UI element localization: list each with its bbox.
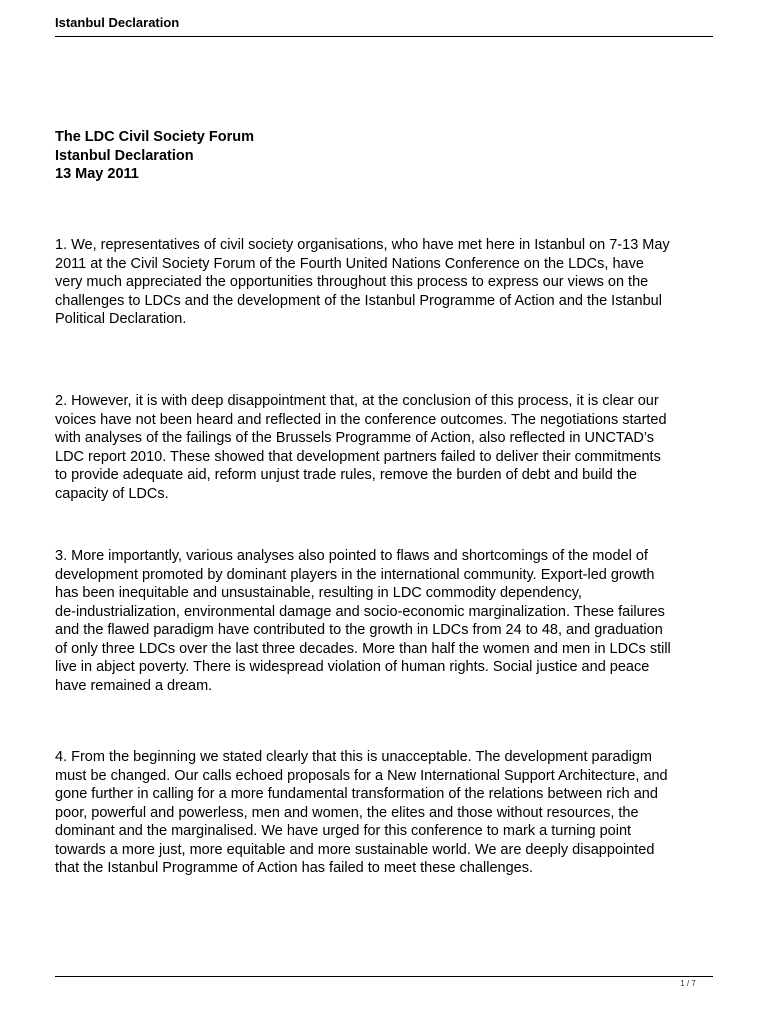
paragraph-line: and the flawed paradigm have contributed to the growth in LDCs from 24 to 48, and graduation [55, 622, 663, 638]
paragraph-line: 1. We, representatives of civil society organisations, who have met here in Istanbul on 7-13 May [55, 237, 670, 253]
paragraph-line: must be changed. Our calls echoed proposals for a New International Support Architecture, and [55, 767, 668, 784]
paragraph-line: capacity of LDCs. [55, 485, 169, 502]
paragraph-line: live in abject poverty. There is widespread violation of human rights. Social justice and peace [55, 659, 650, 675]
document-title-block [55, 128, 713, 184]
paragraph-line: 4. From the beginning we stated clearly that this is unacceptable. The development paradigm [55, 749, 652, 765]
declaration-date: 13 May 2011 [55, 166, 139, 182]
paragraph-line: de-industrialization, environmental damage and socio-economic marginalization. These failures [55, 603, 665, 620]
paragraph-4 [55, 748, 668, 878]
paragraph-line: 3. More importantly, various analyses also pointed to flaws and shortcomings of the model of [55, 548, 648, 564]
paragraph-line: LDC report 2010. These showed that development partners failed to deliver their commitments [55, 448, 661, 465]
paragraph-1 [55, 236, 670, 329]
running-header-title: Istanbul Declaration [55, 15, 180, 30]
declaration-title: Istanbul Declaration [55, 147, 194, 164]
paragraph-line: challenges to LDCs and the development of the Istanbul Programme of Action and the Istanbul [55, 292, 662, 309]
paragraph-line: dominant and the marginalised. We have urged for this conference to mark a turning point [55, 823, 632, 839]
paragraph-line: with analyses of the failings of the Brussels Programme of Action, also reflected in UNCTAD’s [55, 430, 655, 446]
paragraph-line: to provide adequate aid, reform unjust trade rules, remove the burden of debt and build the [55, 467, 637, 483]
paragraph-3 [55, 547, 671, 695]
paragraph-line: voices have not been heard and reflected in the conference outcomes. The negotiations started [55, 411, 667, 428]
paragraph-line: very much appreciated the opportunities throughout this process to express our views on the [55, 274, 649, 290]
paragraph-line: of only three LDCs over the last three decades. More than half the women and men in LDCs still [55, 640, 671, 657]
page-number: 1 / 7 [680, 979, 696, 988]
paragraph-line: towards a more just, more equitable and more sustainable world. We are deeply disappointed [55, 841, 655, 858]
paragraph-line: 2. However, it is with deep disappointment that, at the conclusion of this process, it is clear our [55, 393, 659, 409]
paragraph-line: has been inequitable and unsustainable, resulting in LDC commodity dependency, [55, 585, 582, 601]
paragraph-line: that the Istanbul Programme of Action has failed to meet these challenges. [55, 860, 533, 876]
paragraph-line: development promoted by dominant players in the international community. Export-led growth [55, 566, 655, 583]
paragraph-line: 2011 at the Civil Society Forum of the Fourth United Nations Conference on the LDCs, have [55, 255, 644, 272]
header-divider [55, 36, 713, 37]
paragraph-line: gone further in calling for a more fundamental transformation of the relations between rich and [55, 786, 658, 802]
paragraph-line: poor, powerful and powerless, men and women, the elites and those without resources, the [55, 804, 639, 821]
paragraph-2 [55, 392, 667, 503]
paragraph-line: have remained a dream. [55, 677, 213, 694]
forum-title: The LDC Civil Society Forum [55, 129, 254, 145]
footer-divider [55, 976, 713, 977]
paragraph-line: Political Declaration. [55, 311, 187, 327]
